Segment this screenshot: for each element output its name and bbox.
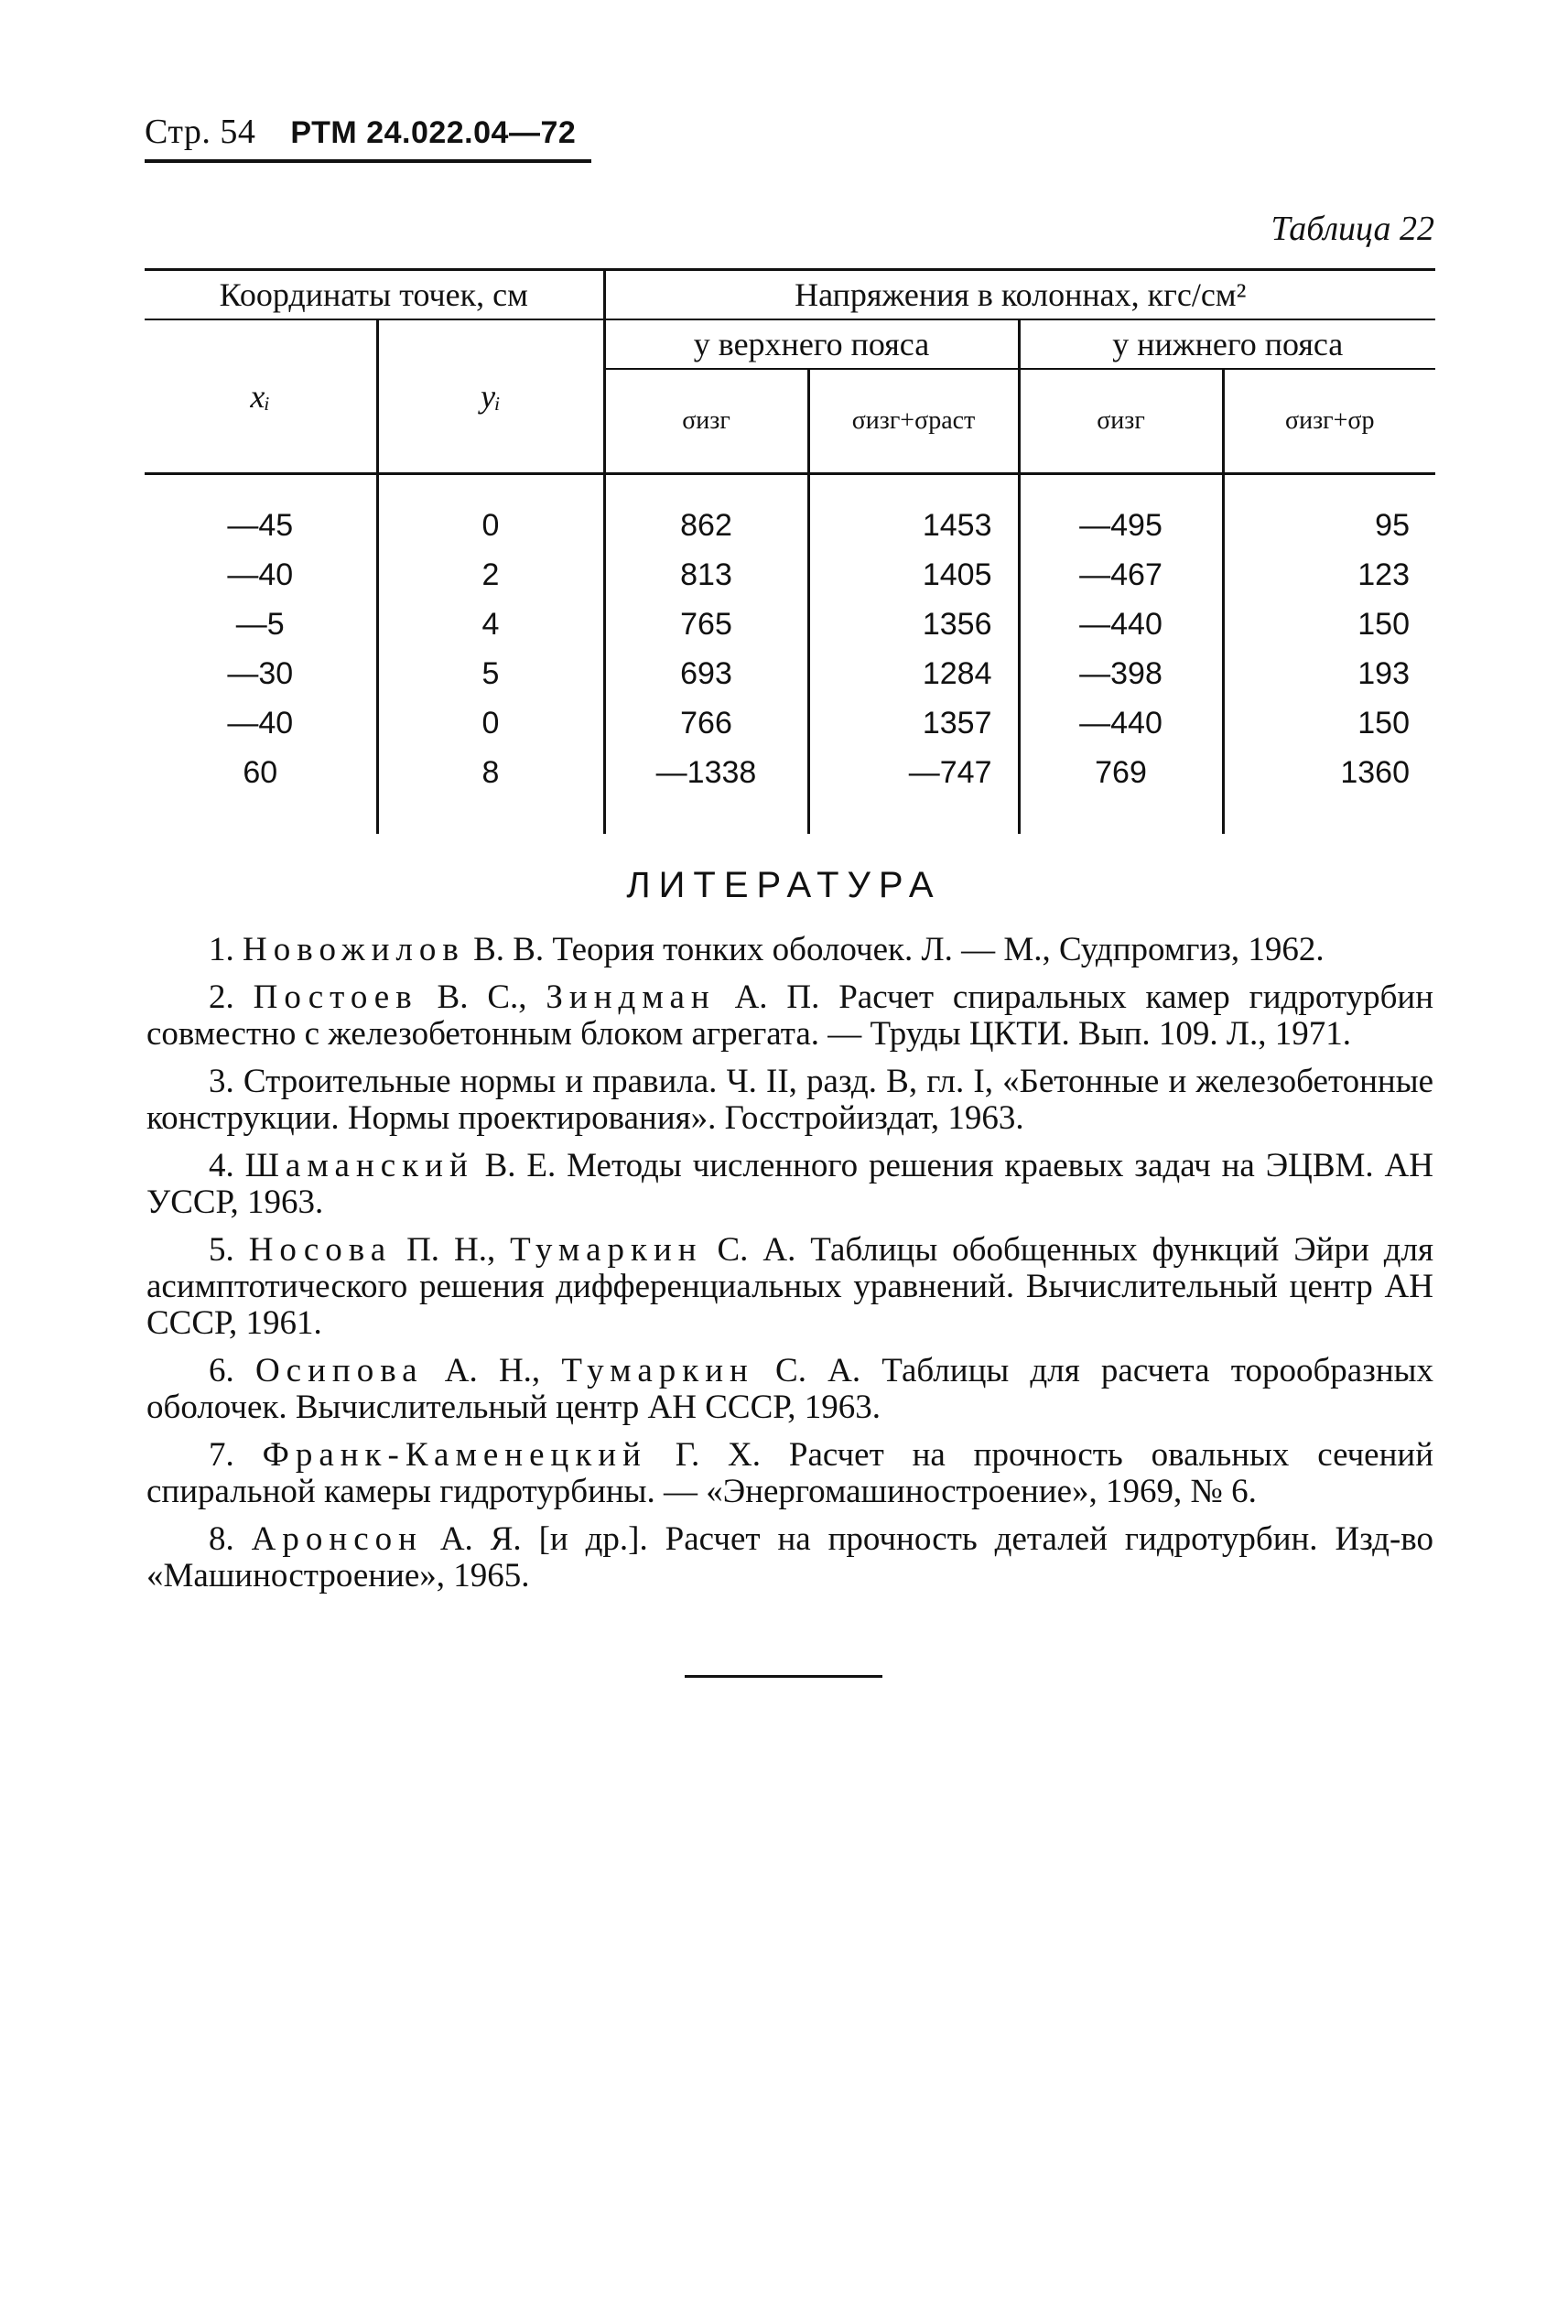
ref-author: Тумаркин xyxy=(561,1352,754,1389)
end-divider xyxy=(685,1675,882,1678)
ref-author: Франк-Каменецкий xyxy=(262,1436,647,1474)
cell-lower-sum: 150 xyxy=(1223,698,1435,748)
reference-item xyxy=(146,1148,1433,1221)
cell-upper-bend: 693 xyxy=(604,649,808,698)
header-x: xᵢ xyxy=(250,378,271,415)
ref-number: 4. xyxy=(209,1147,234,1184)
cell-lower-sum: 1360 xyxy=(1223,748,1435,797)
cell-upper-bend: 862 xyxy=(604,501,808,550)
cell-lower-bend: —467 xyxy=(1019,550,1223,600)
header-lower-sum: σизг+σр xyxy=(1223,369,1435,474)
stress-table xyxy=(145,268,1435,834)
cell-upper-sum: 1405 xyxy=(808,550,1019,600)
cell-upper-sum: 1453 xyxy=(808,501,1019,550)
table-row xyxy=(145,698,1435,748)
page-number: Стр. 54 xyxy=(145,113,256,151)
table-row xyxy=(145,748,1435,797)
cell-lower-bend: 769 xyxy=(1019,748,1223,797)
ref-text: В. В. Теория тонких оболочек. Л. — М., Судпромгиз, 1962. xyxy=(464,931,1325,968)
literature-list xyxy=(146,932,1433,1605)
ref-text: Г. Х. Расчет на прочность овальных сечений спиральной камеры гидротурбины. — «Энергомашиностроение», 1969, № 6. xyxy=(146,1436,1434,1510)
cell-lower-sum: 123 xyxy=(1223,550,1435,600)
cell-upper-sum: —747 xyxy=(808,748,1019,797)
cell-y: 4 xyxy=(377,600,604,649)
table-caption: Таблица 22 xyxy=(1271,210,1434,248)
ref-number: 2. xyxy=(209,978,234,1016)
cell-x: —45 xyxy=(227,507,294,543)
ref-text: С. А. Таблицы для расчета торообразных оболочек. Вычислительный центр АН СССР, 1963. xyxy=(146,1352,1434,1426)
reference-item xyxy=(146,1064,1433,1137)
ref-author: Носова xyxy=(248,1231,393,1269)
ref-text: С. А. Таблицы обобщенных функций Эйри для асимптотического решения дифференциальных уравнений. Вычислительный центр АН СССР, 1961. xyxy=(146,1231,1434,1342)
reference-item xyxy=(146,932,1433,968)
ref-text: А. П. Расчет спиральных камер гидротурбин совместно с железобетонным блоком агрегата. — Труды ЦКТИ. Вып. 109. Л., 1971. xyxy=(146,978,1433,1053)
header-stresses: Напряжения в колоннах, кгс/см² xyxy=(604,270,1435,320)
ref-author: Осипова xyxy=(254,1352,424,1389)
table-header-row-2 xyxy=(145,319,1435,369)
cell-lower-sum: 193 xyxy=(1223,649,1435,698)
cell-upper-bend: 813 xyxy=(604,550,808,600)
ref-number: 6. xyxy=(209,1352,234,1389)
cell-y: 2 xyxy=(377,550,604,600)
cell-y: 0 xyxy=(377,698,604,748)
header-lower-bend: σизг xyxy=(1019,369,1223,474)
ref-author: Аронсон xyxy=(251,1520,423,1558)
cell-lower-bend: —440 xyxy=(1019,600,1223,649)
cell-upper-bend: 766 xyxy=(604,698,808,748)
cell-y: 0 xyxy=(377,501,604,550)
cell-upper-sum: 1357 xyxy=(808,698,1019,748)
ref-author: Тумаркин xyxy=(510,1231,703,1269)
reference-item xyxy=(146,1232,1433,1342)
table-row xyxy=(145,600,1435,649)
cell-lower-bend: —440 xyxy=(1019,698,1223,748)
ref-author: Постоев xyxy=(253,978,418,1016)
cell-x: —40 xyxy=(227,557,294,592)
header-y: yᵢ xyxy=(377,319,604,474)
literature-heading: ЛИТЕРАТУРА xyxy=(626,865,942,905)
cell-y: 8 xyxy=(377,748,604,797)
cell-upper-bend: 765 xyxy=(604,600,808,649)
ref-author: Новожилов xyxy=(243,931,465,968)
header-upper-belt: у верхнего пояса xyxy=(604,319,1019,369)
cell-x: —5 xyxy=(235,606,285,642)
cell-lower-bend: —398 xyxy=(1019,649,1223,698)
cell-upper-bend: —1338 xyxy=(604,748,808,797)
header-upper-sum: σизг+σраст xyxy=(808,369,1019,474)
table-row xyxy=(145,501,1435,550)
table-row xyxy=(145,550,1435,600)
ref-text: П. Н., xyxy=(392,1231,511,1269)
ref-author: Зиндман xyxy=(546,978,716,1016)
header-lower-belt: у нижнего пояса xyxy=(1019,319,1435,369)
header-upper-bend: σизг xyxy=(604,369,808,474)
ref-text: А. Я. [и др.]. Расчет на прочность деталей гидротурбин. Изд-во «Машиностроение», 1965. xyxy=(146,1520,1434,1594)
ref-text: Строительные нормы и правила. Ч. II, разд. В, гл. I, «Бетонные и железобетонные конструкции. Нормы проектирования». Госстройиздат, 1963. xyxy=(146,1063,1434,1137)
cell-x: —40 xyxy=(227,705,294,740)
ref-text: В. Е. Методы численного решения краевых задач на ЭЦВМ. АН УССР, 1963. xyxy=(146,1147,1433,1221)
ref-number: 1. xyxy=(209,931,234,968)
cell-upper-sum: 1356 xyxy=(808,600,1019,649)
ref-number: 8. xyxy=(209,1520,234,1558)
reference-item xyxy=(146,1437,1433,1510)
reference-item xyxy=(146,1521,1433,1594)
ref-number: 3. xyxy=(209,1063,234,1100)
ref-text: В. С., xyxy=(417,978,546,1016)
table-row xyxy=(145,649,1435,698)
table-header-row-1 xyxy=(145,270,1435,320)
ref-number: 5. xyxy=(209,1231,234,1269)
cell-x: 60 xyxy=(243,754,278,790)
reference-item xyxy=(146,979,1433,1053)
cell-lower-bend: —495 xyxy=(1019,501,1223,550)
cell-lower-sum: 150 xyxy=(1223,600,1435,649)
document-code: РТМ 24.022.04—72 xyxy=(290,115,577,150)
cell-upper-sum: 1284 xyxy=(808,649,1019,698)
ref-author: Шаманский xyxy=(244,1147,474,1184)
ref-number: 7. xyxy=(209,1436,234,1474)
cell-x: —30 xyxy=(227,655,294,691)
cell-lower-sum: 95 xyxy=(1223,501,1435,550)
page-header xyxy=(145,112,591,163)
header-coordinates: Координаты точек, см xyxy=(145,270,604,320)
table-tail xyxy=(145,797,1435,834)
table-spacer xyxy=(145,474,1435,502)
cell-y: 5 xyxy=(377,649,604,698)
ref-text: А. Н., xyxy=(423,1352,562,1389)
reference-item xyxy=(146,1353,1433,1426)
